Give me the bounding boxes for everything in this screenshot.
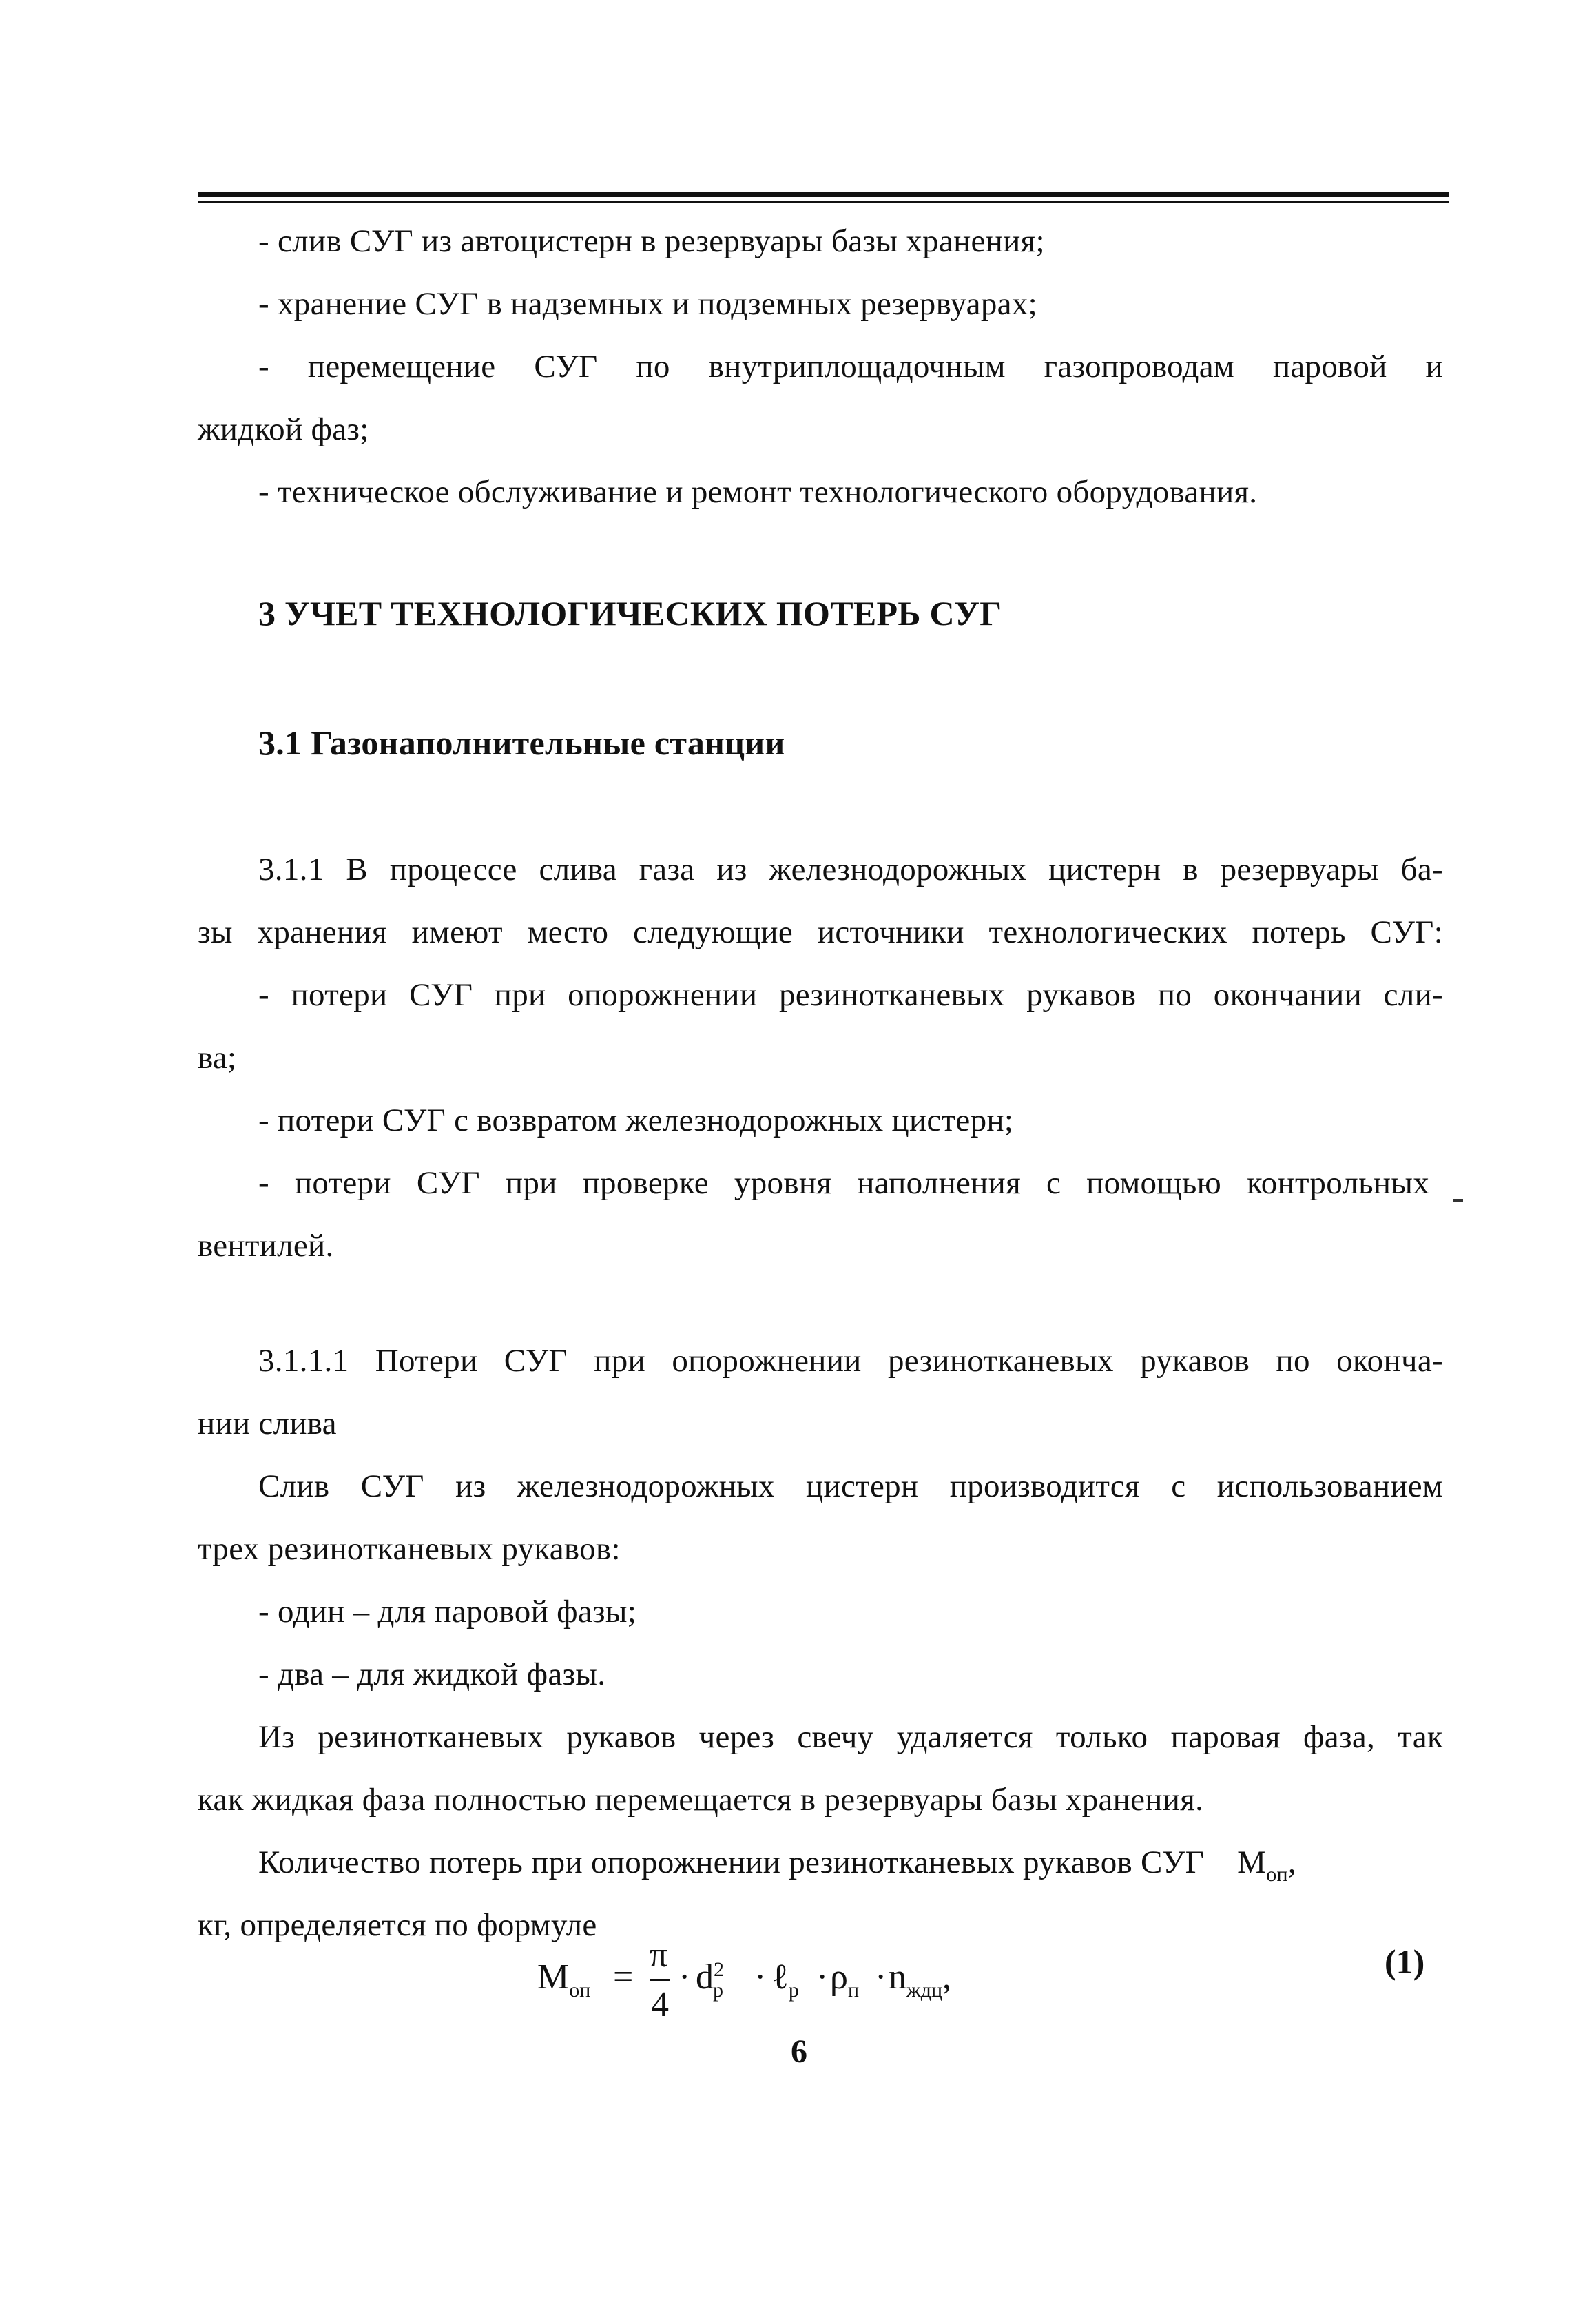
top-rule-thick <box>198 192 1449 197</box>
symbol-m-subscript: оп <box>1266 1863 1288 1886</box>
section-title: 3 УЧЕТ ТЕХНОЛОГИЧЕСКИХ ПОТЕРЬ СУГ <box>258 594 1002 633</box>
paragraph-text: Количество потерь при опорожнении резинотканевых рукавов СУГ <box>258 1844 1205 1880</box>
paragraph-line: трех резинотканевых рукавов: <box>198 1531 621 1567</box>
list-item: - потери СУГ с возвратом железнодорожных цистерн; <box>258 1102 1014 1138</box>
list-item: - потери СУГ при опорожнении резинотканевых рукавов по окончании сли- <box>258 977 1443 1013</box>
paragraph-line: зы хранения имеют место следующие источники технологических потерь СУГ: <box>198 914 1443 950</box>
formula-1 <box>537 1929 985 2033</box>
punctuation: , <box>1287 1844 1296 1880</box>
list-item: - техническое обслуживание и ремонт технологического оборудования. <box>258 474 1258 510</box>
formula-pi: π <box>650 1935 668 1975</box>
paragraph-line: Из резинотканевых рукавов через свечу удаляется только паровая фаза, так <box>258 1719 1443 1755</box>
list-item: - потери СУГ при проверке уровня наполнения с помощью контрольных <box>258 1165 1429 1201</box>
top-rule-thin <box>198 201 1449 203</box>
formula-lhs: $M_{оп}$ <box>537 1957 591 2002</box>
list-item: - слив СУГ из автоцистерн в резервуары базы хранения; <box>258 223 1045 259</box>
formula-n: $n_{ждц}$, <box>889 1957 952 2002</box>
paragraph-line: Слив СУГ из железнодорожных цистерн производится с использованием <box>258 1468 1443 1504</box>
equation-number: (1) <box>1385 1942 1425 1981</box>
formula-dot: · <box>875 1957 887 1997</box>
paragraph-line: 3.1.1.1 Потери СУГ при опорожнении резинотканевых рукавов по оконча- <box>258 1343 1443 1379</box>
paragraph-line: нии слива <box>198 1406 337 1441</box>
formula-dot: · <box>678 1957 691 1997</box>
formula-d: $d^2_р$ <box>696 1957 724 2002</box>
list-item: - перемещение СУГ по внутриплощадочным газопроводам паровой и <box>258 349 1443 384</box>
formula-l: ℓ$_р$ <box>771 1957 799 2002</box>
formula-rho: $\rho_п$ <box>830 1957 860 2002</box>
paragraph-line: как жидкая фаза полностью перемещается в резервуары базы хранения. <box>198 1782 1204 1818</box>
list-item-continuation: ва; <box>198 1040 237 1076</box>
formula-dot: · <box>816 1957 829 1997</box>
formula-dot: · <box>754 1957 767 1997</box>
list-item: - два – для жидкой фазы. <box>258 1656 606 1692</box>
paragraph-line: 3.1.1 В процессе слива газа из железнодорожных цистерн в резервуары ба- <box>258 852 1443 887</box>
subsection-title: 3.1 Газонаполнительные станции <box>258 723 785 762</box>
list-item: - хранение СУГ в надземных и подземных резервуарах; <box>258 286 1037 322</box>
paragraph-line <box>258 1842 1296 1887</box>
list-item: - один – для паровой фазы; <box>258 1594 637 1630</box>
list-item-continuation: вентилей. <box>198 1228 334 1264</box>
symbol-m: M <box>1237 1844 1267 1880</box>
formula-denominator: 4 <box>651 1985 669 2024</box>
page-number: 6 <box>791 2033 807 2070</box>
margin-mark <box>1453 1199 1463 1202</box>
list-item-continuation: жидкой фаз; <box>198 411 369 447</box>
fraction-bar <box>650 1979 670 1981</box>
formula-equals: = <box>613 1957 634 1997</box>
paragraph-line: кг, определяется по формуле <box>198 1907 597 1943</box>
